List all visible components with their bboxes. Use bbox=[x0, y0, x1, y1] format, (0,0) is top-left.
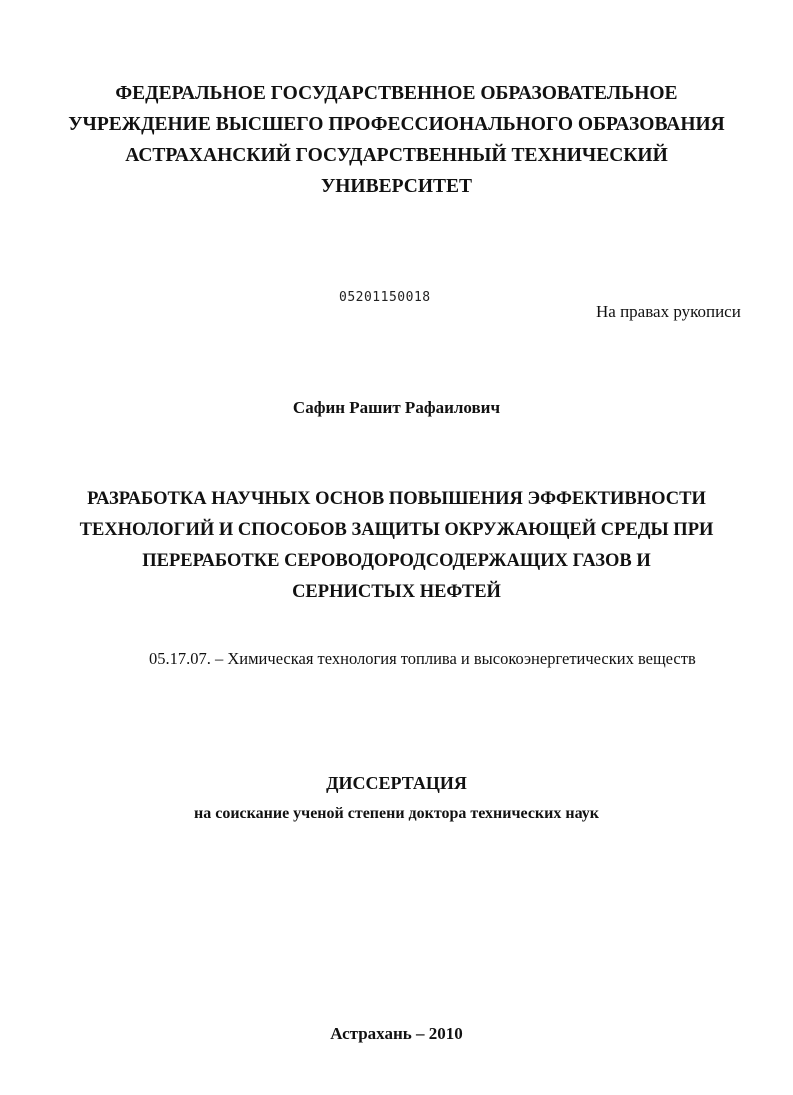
institution-line: АСТРАХАНСКИЙ ГОСУДАРСТВЕННЫЙ ТЕХНИЧЕСКИЙ bbox=[125, 145, 668, 166]
title-line: РАЗРАБОТКА НАУЧНЫХ ОСНОВ ПОВЫШЕНИЯ ЭФФЕКТИВНОСТИ bbox=[87, 489, 706, 509]
title-line: ПЕРЕРАБОТКЕ СЕРОВОДОРОДСОДЕРЖАЩИХ ГАЗОВ И bbox=[142, 551, 651, 571]
institution-line: УЧРЕЖДЕНИЕ ВЫСШЕГО ПРОФЕССИОНАЛЬНОГО ОБРАЗОВАНИЯ bbox=[68, 114, 725, 135]
manuscript-note: На правах рукописи bbox=[596, 302, 741, 321]
catalog-number: 05201150018 bbox=[339, 290, 431, 305]
title-line: ТЕХНОЛОГИЙ И СПОСОБОВ ЗАЩИТЫ ОКРУЖАЮЩЕЙ СРЕДЫ ПРИ bbox=[79, 520, 714, 540]
document-type: ДИССЕРТАЦИЯ bbox=[326, 773, 467, 793]
institution-line: ФЕДЕРАЛЬНОЕ ГОСУДАРСТВЕННОЕ ОБРАЗОВАТЕЛЬНОЕ bbox=[115, 83, 678, 104]
specialty-code: 05.17.07. – Химическая технология топлива и высокоэнергетических веществ bbox=[149, 649, 696, 668]
place-year: Астрахань – 2010 bbox=[330, 1024, 463, 1043]
title-line: СЕРНИСТЫХ НЕФТЕЙ bbox=[292, 582, 501, 602]
institution-line: УНИВЕРСИТЕТ bbox=[320, 176, 473, 197]
degree-line: на соискание ученой степени доктора технических наук bbox=[194, 805, 599, 822]
author-name: Сафин Рашит Рафаилович bbox=[292, 398, 501, 417]
